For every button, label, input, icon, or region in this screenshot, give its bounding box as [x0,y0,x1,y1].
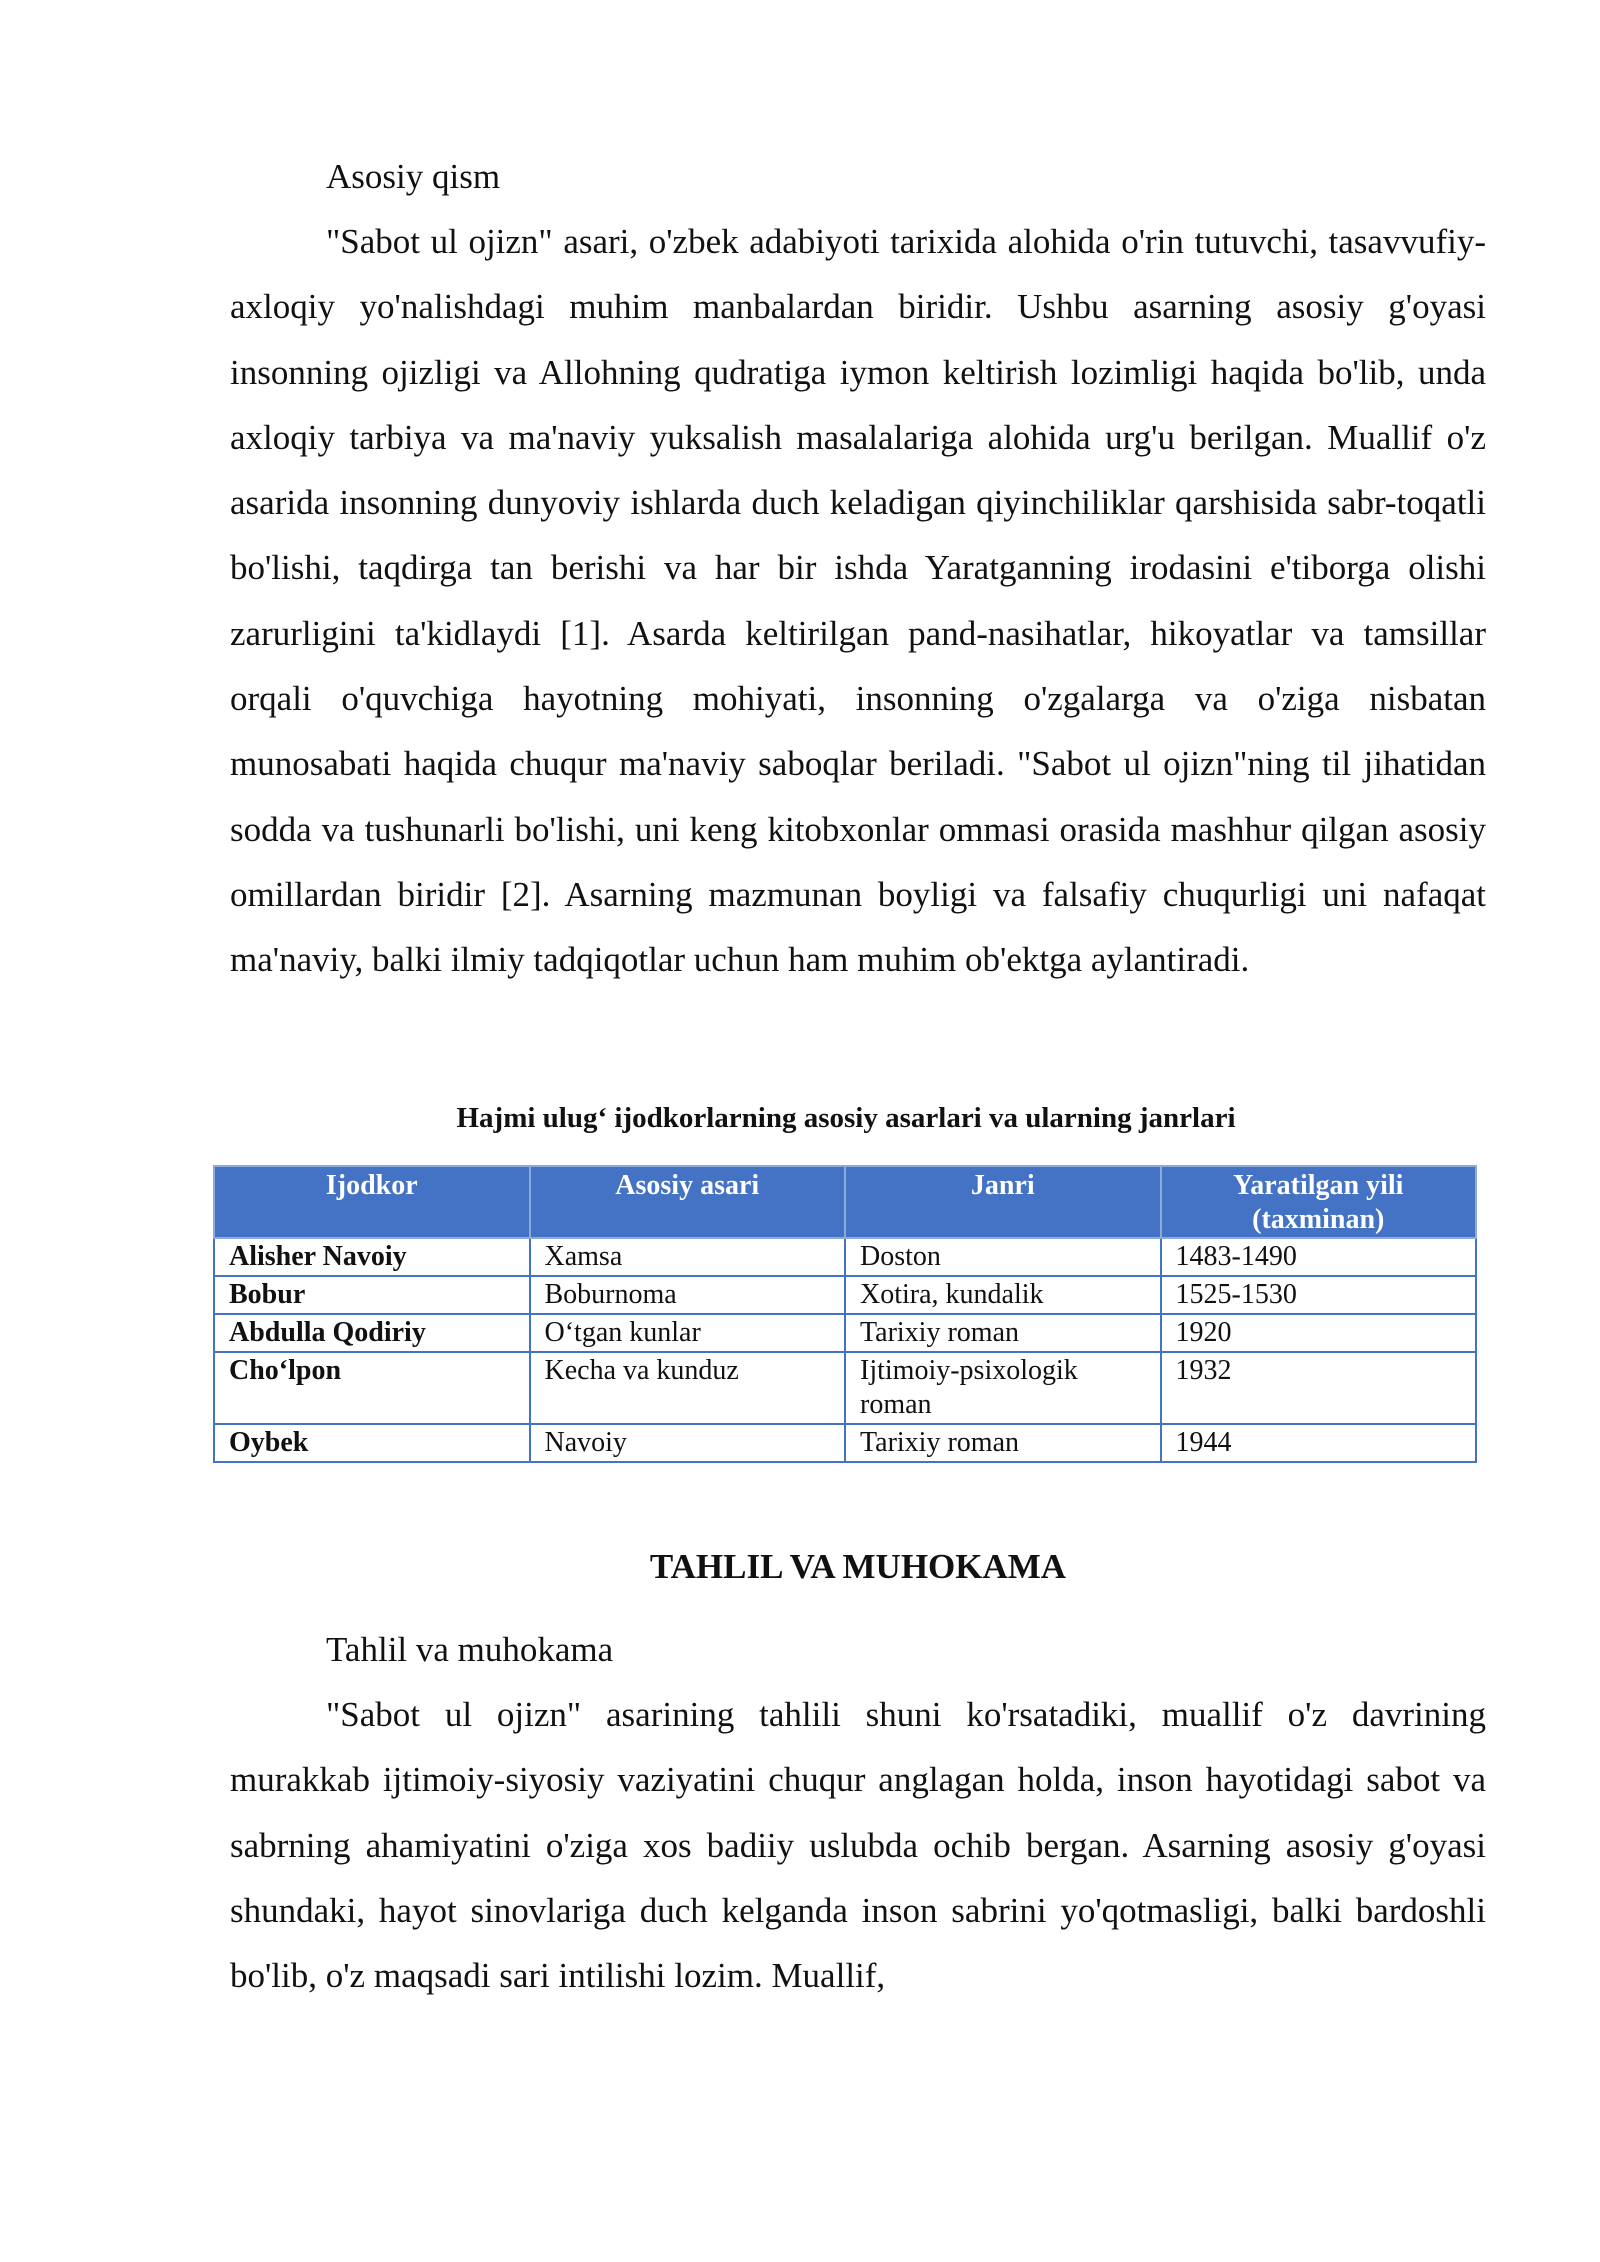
cell-year: 1944 [1161,1424,1477,1462]
cell-work: Kecha va kunduz [530,1352,846,1424]
cell-work: Xamsa [530,1238,846,1276]
cell-work: Navoiy [530,1424,846,1462]
cell-author: Oybek [214,1424,530,1462]
section-title-tahlil: TAHLIL VA MUHOKAMA [649,1547,1067,1586]
cell-work: O‘tgan kunlar [530,1314,846,1352]
cell-author: Alisher Navoiy [214,1238,530,1276]
table-header-row [214,1166,1476,1238]
header-author: Ijodkor [214,1166,530,1238]
cell-genre: Doston [845,1238,1161,1276]
cell-genre: Xotira, kundalik [845,1276,1161,1314]
table-row [214,1276,1476,1314]
cell-year: 1932 [1161,1352,1477,1424]
body-paragraph-main: "Sabot ul ojizn" asari, o'zbek adabiyoti tarixida alohida o'rin tutuvchi, tasavvufiy-axloqiy yo'nalishdagi muhim manbalardan biridir. Ushbu asarning asosiy g'oyasi insonning ojizligi va Allohning qudratiga iymon keltirish lozimligi haqida bo'lib, unda axloqiy tarbiya va ma'naviy yuksalish masalalariga alohida urg'u berilgan. Muallif o'z asarida insonning dunyoviy ishlarda duch keladigan qiyinchiliklar qarshisida sabr-toqatli bo'lishi, taqdirga tan berishi va har bir ishda Yaratganning irodasini e'tiborga olishi zarurligini ta'kidlaydi [1]. Asarda keltirilgan pand-nasihatlar, hikoyatlar va tamsillar orqali o'quvchiga hayotning mohiyati, insonning o'zgalarga va o'ziga nisbatan munosabati haqida chuqur ma'naviy saboqlar beriladi. "Sabot ul ojizn"ning til jihatidan sodda va tushunarli bo'lishi, uni keng kitobxonlar ommasi orasida mashhur qilgan asosiy omillardan biridir [2]. Asarning mazmunan boyligi va falsafiy chuqurligi uni nafaqat ma'naviy, balki ilmiy tadqiqotlar uchun ham muhim ob'ektga aylantiradi. [230,222,1486,980]
cell-year: 1920 [1161,1314,1477,1352]
works-table [213,1165,1477,1463]
header-main-work: Asosiy asari [530,1166,846,1238]
section-heading-tahlil: Tahlil va muhokama [326,1630,614,1669]
cell-year: 1525-1530 [1161,1276,1477,1314]
header-genre: Janri [845,1166,1161,1238]
cell-genre: Tarixiy roman [845,1314,1161,1352]
table-row [214,1238,1476,1276]
body-paragraph-analysis: "Sabot ul ojizn" asarining tahlili shuni ko'rsatadiki, muallif o'z davrining murakkab ijtimoiy-siyosiy vaziyatini chuqur anglagan holda, inson hayotidagi sabot va sabrning ahamiyatini o'ziga xos badiiy uslubda ochib bergan. Asarning asosiy g'oyasi shundaki, hayot sinovlariga duch kelganda inson sabrini yo'qotmasligi, balki bardoshli bo'lib, o'z maqsadi sari intilishi lozim. Muallif, [230,1695,1486,1996]
cell-genre: Tarixiy roman [845,1424,1161,1462]
table-caption: Hajmi ulug‘ ijodkorlarning asosiy asarlari va ularning janrlari [456,1102,1236,1134]
table-row [214,1424,1476,1462]
cell-work: Boburnoma [530,1276,846,1314]
cell-author: Abdulla Qodiriy [214,1314,530,1352]
section-heading-asosiy-qism: Asosiy qism [326,157,501,196]
cell-genre: Ijtimoiy-psixologik roman [845,1352,1161,1424]
cell-author: Cho‘lpon [214,1352,530,1424]
table-row [214,1352,1476,1424]
cell-year: 1483-1490 [1161,1238,1477,1276]
header-year: Yaratilgan yili (taxminan) [1161,1166,1477,1238]
cell-author: Bobur [214,1276,530,1314]
table-row [214,1314,1476,1352]
